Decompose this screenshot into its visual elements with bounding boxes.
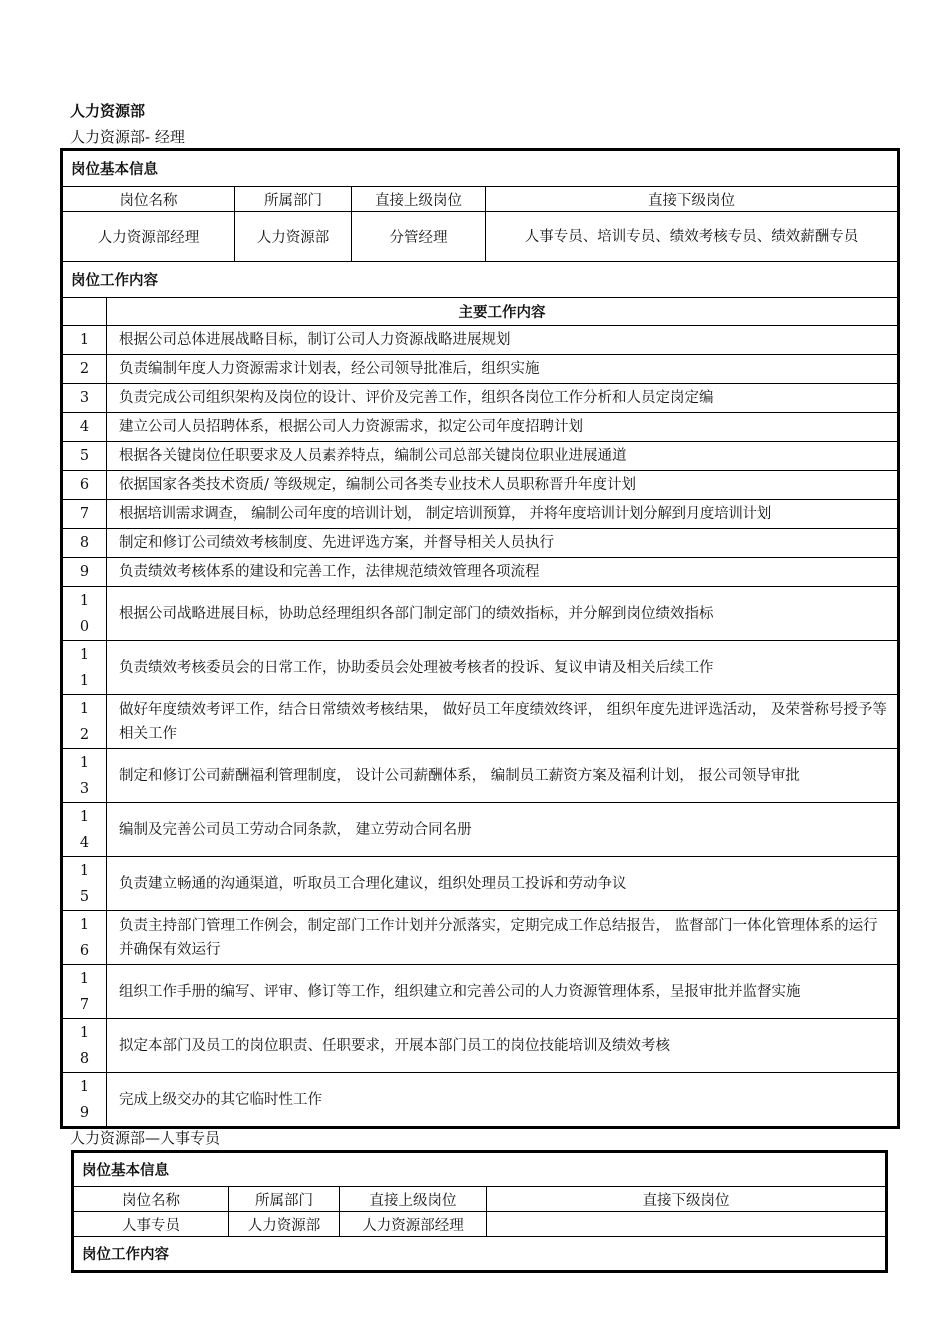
task-number: 16 bbox=[63, 911, 107, 965]
task-number: 12 bbox=[63, 695, 107, 749]
task-text: 编制及完善公司员工劳动合同条款， 建立劳动合同名册 bbox=[107, 803, 898, 857]
task-number: 19 bbox=[63, 1073, 107, 1127]
basic-info-header: 岗位基本信息 bbox=[63, 151, 898, 187]
main-work-header: 主要工作内容 bbox=[107, 298, 898, 326]
task-number: 9 bbox=[63, 558, 107, 587]
task-number: 6 bbox=[63, 471, 107, 500]
value-subordinates bbox=[487, 1212, 886, 1237]
work-content-header: 岗位工作内容 bbox=[74, 1237, 886, 1271]
task-number: 5 bbox=[63, 442, 107, 471]
header-position-name: 岗位名称 bbox=[74, 1187, 229, 1212]
task-number: 8 bbox=[63, 529, 107, 558]
task-text: 根据公司总体进展战略目标，制订公司人力资源战略进展规划 bbox=[107, 326, 898, 355]
value-superior: 人力资源部经理 bbox=[340, 1212, 487, 1237]
task-number: 1 bbox=[63, 326, 107, 355]
task-text: 负责主持部门管理工作例会，制定部门工作计划并分派落实，定期完成工作总结报告， 监督部门一体化管理体系的运行并确保有效运行 bbox=[107, 911, 898, 965]
header-superior: 直接上级岗位 bbox=[340, 1187, 487, 1212]
task-number: 4 bbox=[63, 413, 107, 442]
basic-info-header: 岗位基本信息 bbox=[74, 1153, 886, 1187]
work-content-header: 岗位工作内容 bbox=[63, 262, 898, 298]
section-title-manager: 人力资源部- 经理 bbox=[70, 128, 185, 146]
task-text: 完成上级交办的其它临时性工作 bbox=[107, 1073, 898, 1127]
task-number: 15 bbox=[63, 857, 107, 911]
task-text: 负责绩效考核体系的建设和完善工作，法律规范绩效管理各项流程 bbox=[107, 558, 898, 587]
value-superior: 分管经理 bbox=[352, 212, 486, 262]
header-department: 所属部门 bbox=[235, 187, 352, 212]
task-text: 制定和修订公司薪酬福利管理制度， 设计公司薪酬体系， 编制员工薪资方案及福利计划， 报公司领导审批 bbox=[107, 749, 898, 803]
task-number: 17 bbox=[63, 965, 107, 1019]
task-text: 负责编制年度人力资源需求计划表，经公司领导批准后，组织实施 bbox=[107, 355, 898, 384]
task-number: 3 bbox=[63, 384, 107, 413]
task-text: 负责完成公司组织架构及岗位的设计、评价及完善工作，组织各岗位工作分析和人员定岗定编 bbox=[107, 384, 898, 413]
task-text: 根据各关键岗位任职要求及人员素养特点，编制公司总部关键岗位职业进展通道 bbox=[107, 442, 898, 471]
task-number: 10 bbox=[63, 587, 107, 641]
value-position-name: 人力资源部经理 bbox=[63, 212, 235, 262]
task-number: 11 bbox=[63, 641, 107, 695]
task-text: 负责绩效考核委员会的日常工作，协助委员会处理被考核者的投诉、复议申请及相关后续工作 bbox=[107, 641, 898, 695]
header-subordinates: 直接下级岗位 bbox=[487, 1187, 886, 1212]
value-position-name: 人事专员 bbox=[74, 1212, 229, 1237]
page-title: 人力资源部 bbox=[70, 102, 146, 120]
task-text: 拟定本部门及员工的岗位职责、任职要求，开展本部门员工的岗位技能培训及绩效考核 bbox=[107, 1019, 898, 1073]
value-department: 人力资源部 bbox=[229, 1212, 340, 1237]
task-number: 18 bbox=[63, 1019, 107, 1073]
task-text: 建立公司人员招聘体系，根据公司人力资源需求，拟定公司年度招聘计划 bbox=[107, 413, 898, 442]
value-department: 人力资源部 bbox=[235, 212, 352, 262]
task-text: 根据培训需求调查， 编制公司年度的培训计划， 制定培训预算， 并将年度培训计划分解到月度培训计划 bbox=[107, 500, 898, 529]
header-subordinates: 直接下级岗位 bbox=[486, 187, 898, 212]
blank-cell bbox=[63, 298, 107, 326]
manager-position-table bbox=[62, 150, 898, 1127]
task-text: 做好年度绩效考评工作，结合日常绩效考核结果， 做好员工年度绩效终评， 组织年度先进评选活动， 及荣誉称号授予等相关工作 bbox=[107, 695, 898, 749]
value-subordinates: 人事专员、培训专员、绩效考核专员、绩效薪酬专员 bbox=[486, 212, 898, 262]
task-text: 制定和修订公司绩效考核制度、先进评选方案，并督导相关人员执行 bbox=[107, 529, 898, 558]
hr-specialist-position-table bbox=[73, 1152, 886, 1271]
task-text: 负责建立畅通的沟通渠道，听取员工合理化建议，组织处理员工投诉和劳动争议 bbox=[107, 857, 898, 911]
task-number: 7 bbox=[63, 500, 107, 529]
task-number: 14 bbox=[63, 803, 107, 857]
task-text: 依据国家各类技术资质/ 等级规定，编制公司各类专业技术人员职称晋升年度计划 bbox=[107, 471, 898, 500]
header-position-name: 岗位名称 bbox=[63, 187, 235, 212]
task-text: 组织工作手册的编写、评审、修订等工作，组织建立和完善公司的人力资源管理体系，呈报审批并监督实施 bbox=[107, 965, 898, 1019]
header-superior: 直接上级岗位 bbox=[352, 187, 486, 212]
task-text: 根据公司战略进展目标，协助总经理组织各部门制定部门的绩效指标，并分解到岗位绩效指标 bbox=[107, 587, 898, 641]
task-number: 2 bbox=[63, 355, 107, 384]
task-number: 13 bbox=[63, 749, 107, 803]
section-title-hr-specialist: 人力资源部—人事专员 bbox=[70, 1129, 221, 1147]
header-department: 所属部门 bbox=[229, 1187, 340, 1212]
